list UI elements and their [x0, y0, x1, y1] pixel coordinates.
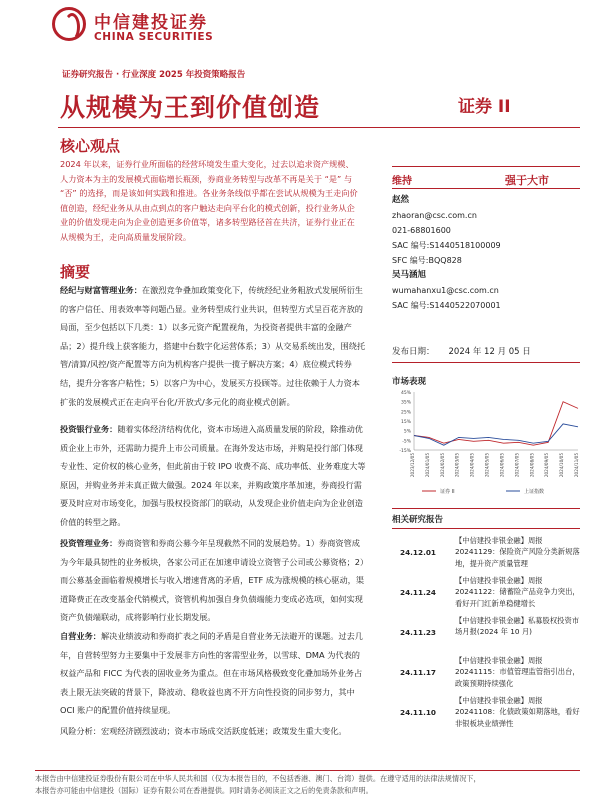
disclaimer [35, 773, 595, 796]
core-text: 2024 年以来，证券行业所面临的经营环境发生重大变化，过去以追求资产规模、人力资本为主的发展模式面临增长瓶颈，券商业务转型与改革不再是关于 “是” 与 “否” 的选择，而是该如何实践和推进。各业务条线似乎都在尝试从规模为王走向价值创造，经纪业务从从由点到点的客户触达走向平台化的模式创新，投行业务从企业的价值发现走向为企业创造更多价值等，诸多转型路径首在共济，证券行业正在从规模为王，走向高质量发展阶段。 [60, 159, 358, 242]
title-divider [58, 127, 580, 128]
related-top-rule [392, 508, 580, 509]
market-chart [392, 388, 582, 498]
related-report-item[interactable] [392, 614, 582, 654]
summary-brokerage [60, 281, 366, 411]
x-tick-label: 2024/06/05 [499, 453, 505, 478]
analyst-1-email: zhaoran@csc.com.cn [392, 211, 477, 220]
publish-date [392, 345, 531, 357]
x-tick-label: 2024/07/05 [514, 453, 520, 478]
summary-heading: 摘要 [60, 263, 91, 281]
sector-label: 证券 II [458, 97, 511, 117]
analyst-block [392, 193, 501, 313]
related-report-title[interactable]: 【中信建投非银金融】周报 20241122：储蓄险产品竞争力突出，看好开门红新单稳健增长 [455, 576, 580, 608]
x-tick-label: 2024/01/05 [424, 453, 430, 478]
x-tick-label: 2023/12/05 [410, 453, 415, 478]
related-report-title[interactable]: 【中信建投非银金融】周报 20241129：保险资产风险分类新规落地，提升资产质量管理 [455, 536, 580, 568]
y-tick-label: 5% [403, 429, 411, 435]
rating-bottom-rule [392, 188, 580, 189]
x-tick-label: 2024/11/05 [574, 453, 579, 478]
y-tick-label: 35% [400, 400, 411, 406]
y-tick-label: -15% [399, 449, 411, 454]
rating-top-rule [392, 166, 580, 167]
footer-rule [35, 770, 580, 771]
publish-label: 发布日期： [392, 347, 435, 357]
related-report-date: 24.12.01 [400, 548, 437, 557]
analyst-1-sfc: SFC 编号:BQQ828 [392, 256, 462, 265]
related-report-date: 24.11.17 [400, 668, 437, 677]
summary-prop [60, 627, 366, 720]
y-tick-label: -5% [402, 439, 411, 445]
related-bottom-rule [392, 528, 580, 529]
x-tick-label: 2024/10/05 [559, 453, 565, 478]
rating-value: 强于大市 [505, 174, 549, 187]
summary-ib [60, 420, 366, 532]
related-report-date: 24.11.24 [400, 588, 437, 597]
related-report-item[interactable] [392, 534, 582, 574]
publish-value: 2024 年 12 月 05 日 [448, 347, 531, 357]
legend-label: 上证指数 [524, 489, 545, 495]
publish-rule [392, 362, 580, 363]
brokerage-label: 经纪与财富管理业务： [60, 285, 142, 295]
page-title: 从规模为王到价值创造 [60, 93, 321, 122]
company-logo-icon [52, 7, 86, 41]
market-heading: 市场表现 [392, 377, 427, 387]
related-report-item[interactable] [392, 694, 582, 734]
x-tick-label: 2024/05/05 [484, 453, 490, 478]
analyst-2-email: wumahanxu1@csc.com.cn [392, 286, 499, 295]
analyst-1-name: 赵然 [392, 195, 410, 205]
x-tick-label: 2024/08/05 [529, 453, 535, 478]
related-report-item[interactable] [392, 574, 582, 614]
related-report-date: 24.11.23 [400, 628, 437, 637]
y-tick-label: 15% [400, 420, 411, 425]
related-report-title[interactable]: 【中信建投非银金融】周报 20241115：市值管理监管指引出台，政策预期持续强化 [455, 656, 580, 688]
breadcrumb: 证券研究报告 · 行业深度 2025 年投资策略报告 [62, 70, 246, 80]
y-tick-label: 25% [400, 410, 411, 416]
am-label: 投资管理业务： [60, 538, 118, 548]
x-tick-label: 2024/03/05 [454, 453, 460, 478]
rating-label: 维持 [392, 176, 412, 187]
related-report-date: 24.11.10 [400, 708, 437, 717]
disclaimer-line-2: 本报告亦可能由中信建投（国际）证券有限公司在香港提供。同时请务必阅读正文之后的免责条款和声明。 [35, 785, 373, 795]
core-heading: 核心观点 [60, 137, 121, 155]
legend-label: 证券 II [440, 489, 455, 495]
x-tick-label: 2024/02/05 [439, 453, 445, 478]
x-tick-label: 2024/04/05 [469, 453, 475, 478]
ib-label: 投资银行业务： [60, 424, 118, 434]
x-tick-label: 2024/09/05 [544, 453, 550, 478]
prop-label: 自营业务： [60, 631, 101, 641]
analyst-2-name: 吴马涵旭 [392, 270, 427, 280]
related-report-title[interactable]: 【中信建投非银金融】私募股权投资市场月报(2024 年 10 月) [455, 616, 580, 637]
related-report-title[interactable]: 【中信建投非银金融】周报 20241108：化债政策如期落地，看好非银板块业绩弹性 [455, 696, 580, 728]
am-text: 券商资管和券商公募今年呈现截然不同的发展趋势。1）券商资管成为今年最具韧性的业务板块，各家公司正在加速申请设立资管子公司或公募资格；2）而公募基金面临着规模增长与收入增速背离的矛盾，ETF 成为涨规模的核心驱动，渠道降费正在改变基金代销模式，资管机构加强自身负债端能力变成必选项，如何实现资产负债端联动，成将影响行业长期发展。 [60, 538, 365, 623]
analyst-1-phone: 021-68801600 [392, 226, 451, 235]
logo-name-en: CHINA SECURITIES [94, 31, 214, 43]
related-report-item[interactable] [392, 654, 582, 694]
y-tick-label: 45% [400, 391, 411, 396]
ib-text: 随着实体经济结构优化，资本市场进入高质量发展的阶段，除推动优质企业上市外，还需助力提升上市公司质量。在海外发达市场，并购是投行部门体现专业性、定价权的核心业务，但此前由于较 IPO 收费不高、成功率低、业务难度大等原因，并购业务并未真正做大做强。2024 年以来，并购政策序革加速，券商投行需要及时应对市场变化，加强与股权投资部门的联动，从发现企业价值走向为企业创造价值的转型之路。 [60, 424, 366, 527]
brokerage-text: 在激烈竞争叠加政策变化下，传统经纪业务粗放式发展所衍生的客户信任、用表效率等问题凸显。业务转型成行业共识，但转型方式呈百花齐放的局面，至少包括以下几类：1）以多元资产配置视角，为投资者提供丰富的金融产品；2）提升线上获客能力，搭建中台数字化运营体系；3）从交易系统出发，围绕托管/清算/风控/资产配置等方向为机构客户提供一揽子解决方案；4）底位模式转券结，提升分客客户粘性；5）以客户为中心，发展买方投顾等。过往依赖于人力资本扩张的发展模式正在走向平台化/开放式/多元化的商业模式创新。 [60, 285, 366, 407]
summary-am [60, 534, 366, 627]
logo-name-cn: 中信建投证券 [94, 13, 208, 33]
risk-analysis: 风险分析：宏观经济剧烈波动；资本市场成交活跃度低迷；政策发生重大变化。 [60, 726, 347, 736]
analyst-1-sac: SAC 编号:S1440518100009 [392, 241, 501, 250]
related-heading: 相关研究报告 [392, 515, 444, 525]
analyst-2-sac: SAC 编号:S1440522070001 [392, 301, 501, 310]
disclaimer-line-1: 本报告由中信建投证券股份有限公司在中华人民共和国（仅为本报告目的，不包括香港、澳门、台湾）提供。在遵守适用的法律法规情况下， [35, 774, 481, 783]
prop-text: 解决业绩波动和券商扩表之间的矛盾是自营业务无法避开的课题。过去几年，自营转型努力主要集中于发展非方向性的客需型业务，以雪球、DMA 为代表的权益产品和 FICC 为代表的固收业务为重点。但在市场风格极致变化叠加场外业务占表上限无法突破的背景下，降波动、稳收益也离不开方向性投资的同步努力，其中 OCI 账户的配置价值持续显现。 [60, 631, 363, 716]
related-reports-list [392, 534, 582, 734]
